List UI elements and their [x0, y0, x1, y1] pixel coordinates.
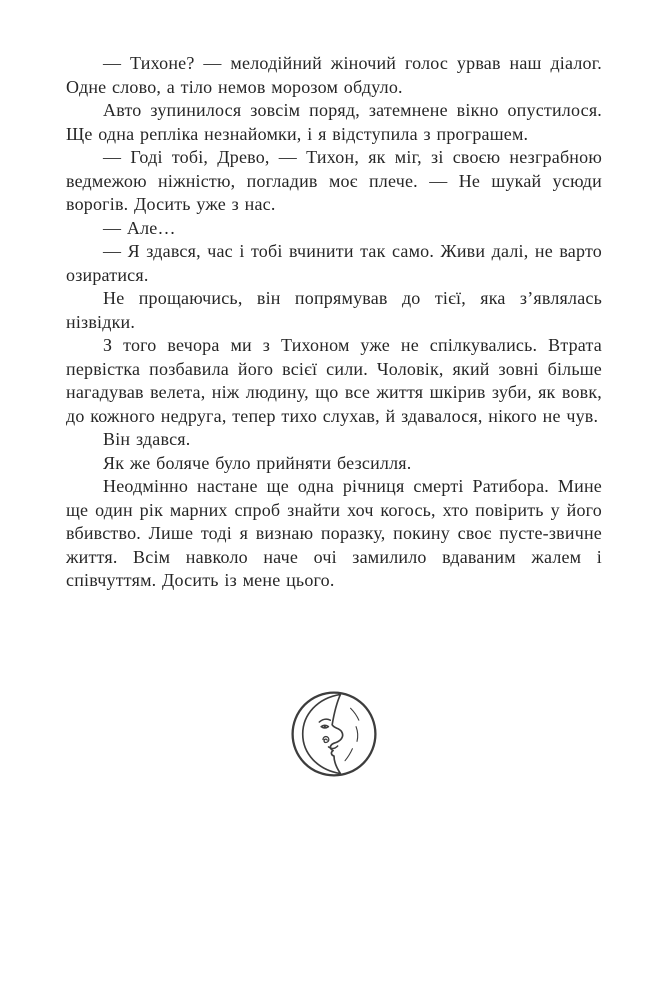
paragraph: — Але…: [103, 217, 176, 238]
crescent-moon-face-icon: [288, 688, 380, 780]
paragraph: Він здався.: [103, 429, 191, 449]
paragraph: — Тихоне? — мелодійний жіночий голос урвав наш діалог. Одне слово, а тіло немов морозом обдуло.: [66, 53, 602, 97]
chapter-end-ornament: [0, 688, 667, 785]
paragraph: З того вечора ми з Тихоном уже не спілкувались. Втрата первістка позбавила його всієї сили. Чоловік, який зовні більше нагадував велета, ніж людину, що все життя шкірив зуби, як вовк, до кожного недруга, тепер тихо слухав, й здавалося, нікого не чув.: [66, 335, 602, 426]
paragraph: Авто зупинилося зовсім поряд, затемнене вікно опустилося. Ще одна репліка незнайомки, і я відступила з програшем.: [66, 100, 602, 144]
paragraph: — Я здався, час і тобі вчинити так само. Живи далі, не варто озиратися.: [66, 241, 602, 285]
paragraph: Не прощаючись, він попрямував до тієї, яка з’являлась нізвідки.: [66, 288, 602, 332]
paragraph: Неодмінно настане ще одна річниця смерті Ратибора. Мине ще один рік марних спроб знайти хоч когось, хто повірить у його вбивство. Лише тоді я визнаю поразку, покину своє пусте-звичне життя. Всім навколо наче очі замилило вдаваним жалем і співчуттям. Досить із мене цього.: [66, 476, 602, 590]
paragraph: Як же боляче було прийняти безсилля.: [103, 452, 412, 473]
paragraph: — Годі тобі, Древо, — Тихон, як міг, зі своєю незграбною ведмежою ніжністю, погладив моє плече. — Не шукай усюди ворогів. Досить уже з нас.: [66, 147, 602, 214]
body-text: [66, 52, 602, 593]
